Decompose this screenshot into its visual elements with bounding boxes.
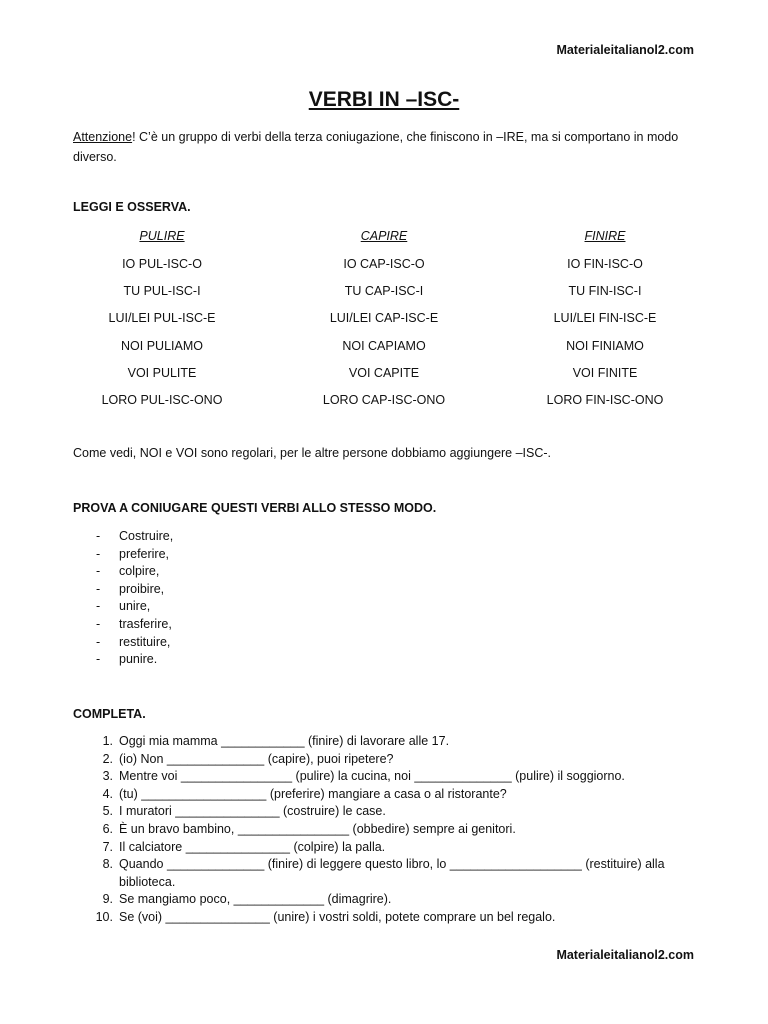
exercise-item	[96, 891, 696, 909]
verb-form: LUI/LEI PUL-ISC-E	[108, 311, 216, 326]
exercise-item	[96, 839, 696, 857]
verb-form: IO PUL-ISC-O	[122, 257, 202, 271]
exercise-item	[96, 786, 696, 804]
list-dash: -	[96, 564, 101, 579]
verb-form: NOI FINIAMO	[566, 338, 644, 353]
verb-form: IO FIN-ISC-O	[567, 257, 643, 271]
verb-header: CAPIRE	[360, 229, 408, 243]
intro-paragraph	[73, 127, 693, 167]
exercise-item	[96, 856, 696, 891]
exercise-item	[96, 751, 696, 769]
verb-form: NOI PULIAMO	[121, 338, 203, 353]
exercise-text: Oggi mia mamma ____________ (finire) di lavorare alle 17.	[119, 734, 450, 748]
list-item	[96, 651, 173, 669]
verb-form: VOI PULITE	[127, 365, 197, 380]
intro-lead: Attenzione	[73, 130, 133, 144]
verb-form: LORO FIN-ISC-ONO	[546, 392, 664, 407]
exercise-number: 2.	[102, 751, 113, 766]
exercise-list	[96, 733, 696, 927]
exercise-item	[96, 909, 696, 927]
verb-header: PULIRE	[139, 229, 185, 243]
verb-form: VOI FINITE	[572, 365, 638, 380]
exercise-item	[96, 768, 696, 786]
verb-form: LORO PUL-ISC-ONO	[101, 392, 223, 407]
exercise-number: 9.	[102, 892, 113, 907]
list-item	[96, 581, 173, 599]
list-item-text: restituire,	[119, 634, 171, 649]
list-dash: -	[96, 616, 101, 631]
verb-form: VOI CAPITE	[348, 365, 420, 380]
exercise-item	[96, 821, 696, 839]
verb-form: TU CAP-ISC-I	[344, 284, 424, 299]
verb-form: LORO CAP-ISC-ONO	[322, 392, 446, 407]
list-item	[96, 598, 173, 616]
verb-form: LUI/LEI CAP-ISC-E	[329, 311, 439, 326]
exercise-text: Se (voi) _______________ (unire) i vostri soldi, potete comprare un bel regalo.	[119, 909, 556, 924]
list-dash: -	[96, 599, 101, 614]
conjugation-column-finire	[517, 227, 693, 418]
list-item-text: colpire,	[119, 564, 160, 579]
conjugation-table	[73, 227, 693, 418]
exercise-text: È un bravo bambino, ________________ (obbedire) sempre ai genitori.	[119, 821, 516, 836]
verb-header: FINIRE	[584, 229, 626, 243]
conjugation-column-pulire	[73, 227, 251, 418]
section-heading-prova: PROVA A CONIUGARE QUESTI VERBI ALLO STESSO MODO.	[73, 501, 437, 515]
section-heading-completa: COMPLETA.	[73, 707, 146, 721]
regular-note: Come vedi, NOI e VOI sono regolari, per le altre persone dobbiamo aggiungere –ISC-.	[73, 446, 552, 460]
exercise-item	[96, 803, 696, 821]
exercise-number: 4.	[102, 786, 113, 801]
intro-text: ! C’è un gruppo di verbi della terza coniugazione, che finiscono in –IRE, ma si comportano in modo diverso.	[73, 130, 679, 164]
list-item-text: Costruire,	[119, 529, 174, 543]
list-item-text: unire,	[119, 599, 151, 614]
list-dash: -	[96, 529, 101, 543]
site-footer: Materialeitalianol2.com	[556, 948, 694, 962]
verb-form: LUI/LEI FIN-ISC-E	[553, 311, 657, 326]
site-header: Materialeitalianol2.com	[556, 43, 694, 57]
exercise-number: 10.	[95, 909, 113, 924]
exercise-number: 3.	[102, 769, 113, 784]
list-item-text: proibire,	[119, 581, 165, 596]
list-dash: -	[96, 581, 101, 596]
list-item-text: trasferire,	[119, 616, 172, 631]
list-item-text: preferire,	[119, 546, 170, 561]
exercise-text: Il calciatore _______________ (colpire) la palla.	[119, 839, 386, 854]
exercise-number: 8.	[102, 857, 113, 872]
list-item	[96, 634, 173, 652]
exercise-text: (tu) __________________ (preferire) mangiare a casa o al ristorante?	[119, 786, 507, 801]
exercise-text: (io) Non ______________ (capire), puoi ripetere?	[119, 751, 394, 766]
exercise-text: Se mangiamo poco, _____________ (dimagrire).	[119, 892, 392, 907]
list-item-text: punire.	[119, 652, 158, 667]
page-title: VERBI IN –ISC-	[308, 88, 460, 111]
verb-list	[96, 528, 173, 669]
list-item	[96, 563, 173, 581]
verb-form: TU FIN-ISC-I	[568, 284, 642, 299]
list-dash: -	[96, 652, 101, 667]
exercise-number: 1.	[102, 734, 113, 748]
section-heading-leggi: LEGGI E OSSERVA.	[73, 200, 191, 214]
list-dash: -	[96, 634, 101, 649]
verb-form: NOI CAPIAMO	[342, 338, 426, 353]
exercise-item	[96, 733, 696, 751]
list-dash: -	[96, 546, 101, 561]
exercise-text: Mentre voi ________________ (pulire) la cucina, noi ______________ (pulire) il soggiorno.	[119, 769, 625, 784]
verb-form: IO CAP-ISC-O	[343, 257, 425, 271]
exercise-number: 7.	[102, 839, 113, 854]
list-item	[96, 546, 173, 564]
conjugation-column-capire	[251, 227, 517, 418]
exercise-number: 5.	[102, 804, 113, 819]
exercise-text: I muratori _______________ (costruire) le case.	[119, 804, 386, 819]
exercise-text: Quando ______________ (finire) di leggere questo libro, lo ___________________ (restituire) alla biblioteca.	[119, 857, 665, 889]
exercise-number: 6.	[102, 821, 113, 836]
list-item	[96, 616, 173, 634]
list-item	[96, 528, 173, 546]
verb-form: TU PUL-ISC-I	[123, 284, 201, 299]
